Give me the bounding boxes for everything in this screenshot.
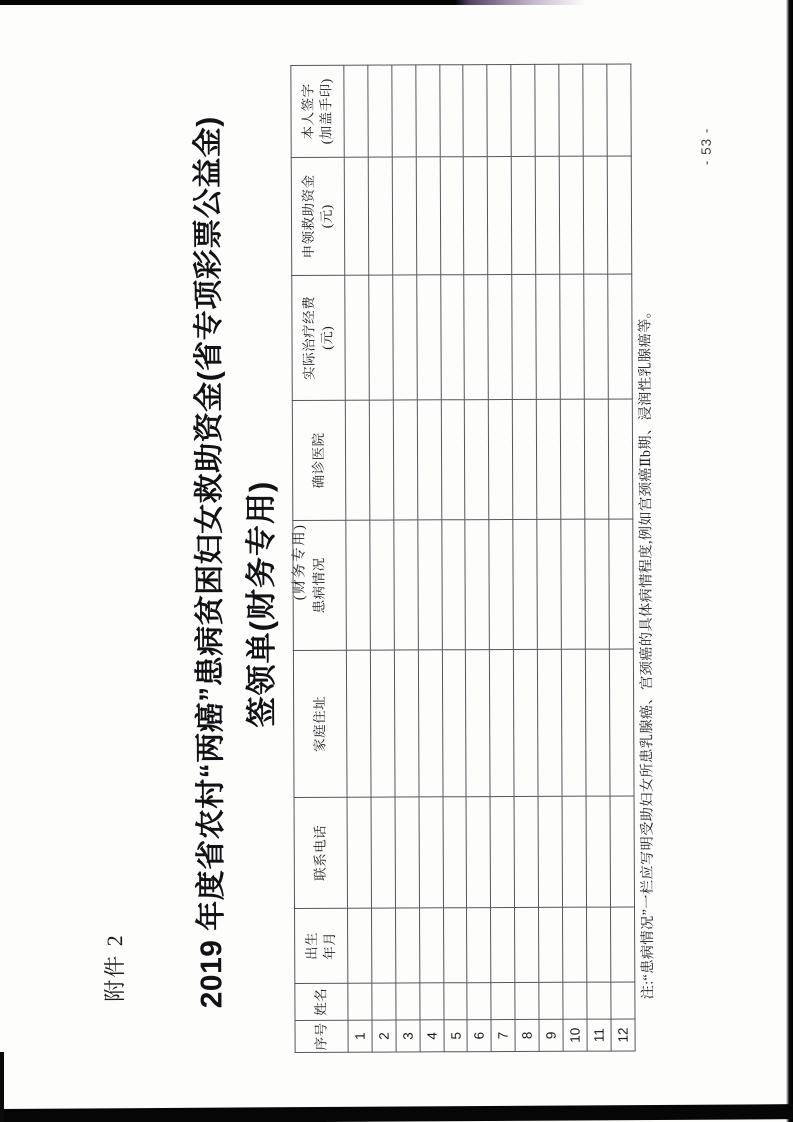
- empty-form-cell: [558, 64, 582, 156]
- empty-form-cell: [562, 982, 586, 1019]
- empty-form-cell: [443, 982, 467, 1019]
- empty-form-cell: [512, 399, 536, 519]
- empty-form-cell: [586, 982, 610, 1019]
- empty-form-cell: [369, 520, 393, 650]
- empty-form-cell: [534, 64, 558, 156]
- table-row: [582, 64, 610, 1051]
- empty-form-cell: [443, 907, 467, 982]
- table-row: [415, 64, 443, 1051]
- row-number-cell: 4: [419, 1019, 443, 1051]
- header-cell-line: (加盖手印): [317, 77, 334, 144]
- empty-form-cell: [514, 907, 538, 982]
- empty-form-cell: [538, 982, 562, 1019]
- table-row: [463, 64, 491, 1051]
- empty-form-cell: [394, 649, 419, 796]
- empty-form-cell: [465, 519, 489, 649]
- empty-form-cell: [487, 156, 511, 274]
- header-cell-line: 年月: [321, 931, 337, 960]
- row-number-cell: 8: [515, 1019, 539, 1051]
- table-row: [534, 64, 562, 1051]
- row-number-cell: 7: [491, 1019, 515, 1051]
- header-cell-line: 本人签字: [299, 82, 315, 139]
- empty-form-cell: [610, 906, 634, 981]
- empty-form-cell: [442, 796, 466, 907]
- row-number-cell: 3: [395, 1019, 419, 1051]
- empty-form-cell: [395, 907, 419, 982]
- empty-form-cell: [489, 649, 514, 796]
- empty-form-cell: [467, 982, 491, 1019]
- empty-form-cell: [562, 796, 586, 907]
- empty-form-cell: [488, 399, 512, 519]
- empty-form-cell: [585, 796, 609, 907]
- empty-form-cell: [463, 64, 487, 156]
- empty-form-cell: [344, 157, 368, 275]
- header-cell-line: 实际治疗经费: [300, 295, 316, 380]
- header-cell: [291, 275, 345, 400]
- header-cell-line: (元): [318, 325, 335, 350]
- empty-form-cell: [491, 982, 515, 1019]
- table-row: [367, 65, 395, 1052]
- empty-form-cell: [538, 796, 562, 907]
- header-cell-line: 序号: [312, 1021, 329, 1050]
- header-cell-line: 患病情况: [310, 556, 327, 613]
- empty-form-cell: [513, 649, 538, 796]
- row-number-cell: 12: [610, 1018, 634, 1050]
- scan-edge-right: [786, 0, 793, 1122]
- empty-form-cell: [347, 797, 371, 908]
- document-title-line-2: 签领单(财务专用): [242, 480, 279, 727]
- empty-form-cell: [347, 908, 371, 983]
- empty-form-cell: [610, 981, 634, 1018]
- empty-form-cell: [346, 650, 371, 797]
- empty-form-cell: [583, 156, 607, 274]
- attachment-label: 附件 2: [101, 932, 127, 1002]
- empty-form-cell: [370, 797, 394, 908]
- empty-form-cell: [370, 650, 395, 797]
- empty-form-cell: [344, 275, 368, 400]
- header-cell: [291, 157, 345, 275]
- empty-form-cell: [536, 519, 560, 649]
- empty-form-cell: [536, 399, 560, 519]
- empty-form-cell: [607, 155, 631, 273]
- header-cell: [295, 1020, 348, 1052]
- empty-form-cell: [490, 907, 514, 982]
- empty-form-cell: [371, 908, 395, 983]
- row-number-cell: 10: [563, 1019, 587, 1051]
- empty-form-cell: [582, 64, 606, 156]
- empty-form-cell: [609, 648, 634, 795]
- empty-form-cell: [393, 519, 417, 649]
- empty-form-cell: [562, 907, 586, 982]
- empty-form-cell: [511, 156, 535, 274]
- empty-form-cell: [417, 519, 441, 649]
- empty-form-cell: [416, 274, 440, 399]
- empty-form-cell: [463, 156, 487, 274]
- header-cell-line: 家庭住址: [311, 695, 327, 752]
- empty-form-cell: [464, 274, 488, 399]
- header-cell-line: 姓名: [312, 987, 328, 1016]
- empty-form-cell: [514, 796, 538, 907]
- empty-form-cell: [418, 796, 442, 907]
- empty-form-cell: [345, 400, 369, 520]
- empty-form-cell: [343, 65, 367, 157]
- empty-form-cell: [583, 274, 607, 399]
- empty-form-cell: [419, 982, 443, 1019]
- table-row: [487, 64, 515, 1051]
- empty-form-cell: [347, 983, 371, 1020]
- header-cell: [294, 797, 347, 908]
- empty-form-cell: [464, 399, 488, 519]
- empty-form-cell: [394, 796, 418, 907]
- row-number-cell: 11: [586, 1019, 610, 1051]
- empty-form-cell: [439, 64, 463, 156]
- empty-form-cell: [489, 519, 513, 649]
- empty-form-cell: [608, 518, 632, 648]
- table-header-row: [290, 65, 347, 1052]
- empty-form-cell: [560, 519, 584, 649]
- empty-form-cell: [537, 649, 562, 796]
- empty-form-cell: [371, 983, 395, 1020]
- table-row: [511, 64, 539, 1051]
- header-cell-line: 联系电话: [312, 824, 328, 881]
- empty-form-cell: [441, 649, 466, 796]
- empty-form-cell: [440, 274, 464, 399]
- empty-form-cell: [440, 399, 464, 519]
- empty-form-cell: [392, 274, 416, 399]
- empty-form-cell: [465, 649, 490, 796]
- table-row: [439, 64, 467, 1051]
- empty-form-cell: [513, 519, 537, 649]
- empty-form-cell: [609, 795, 633, 906]
- empty-form-cell: [466, 796, 490, 907]
- empty-form-cell: [439, 156, 463, 274]
- empty-form-cell: [368, 157, 392, 275]
- sign-roster-table: [290, 63, 635, 1052]
- header-cell: [290, 65, 343, 157]
- empty-form-cell: [466, 907, 490, 982]
- row-number-cell: 1: [348, 1020, 372, 1052]
- empty-form-cell: [345, 520, 369, 650]
- empty-form-cell: [535, 156, 559, 274]
- header-cell-line: 申领救助资金: [300, 173, 316, 258]
- empty-form-cell: [585, 649, 610, 796]
- header-cell: [293, 650, 347, 797]
- header-cell-line: 出生: [303, 931, 319, 960]
- empty-form-cell: [511, 64, 535, 156]
- empty-form-cell: [487, 64, 511, 156]
- empty-form-cell: [559, 274, 583, 399]
- empty-form-cell: [441, 519, 465, 649]
- header-cell-line: (元): [318, 203, 334, 228]
- empty-form-cell: [415, 64, 439, 156]
- empty-form-cell: [369, 400, 393, 520]
- empty-form-cell: [393, 399, 417, 519]
- row-number-cell: 9: [539, 1019, 563, 1051]
- row-number-cell: 6: [467, 1019, 491, 1051]
- empty-form-cell: [392, 156, 416, 274]
- empty-form-cell: [538, 907, 562, 982]
- empty-form-cell: [395, 982, 419, 1019]
- scan-edge-left: [0, 1052, 4, 1122]
- empty-form-cell: [418, 649, 443, 796]
- header-cell: [294, 983, 347, 1020]
- empty-form-cell: [561, 649, 586, 796]
- empty-form-cell: [391, 64, 415, 156]
- document-title-line-1: 2019 年度省农村“两癌”患病贫困妇女救助资金(省专项彩票公益金): [191, 115, 228, 1008]
- row-number-cell: 5: [443, 1019, 467, 1051]
- table-row: [343, 65, 371, 1052]
- empty-form-cell: [416, 399, 440, 519]
- footnote: 注:“患病情况”一栏应写明受助妇女所患乳腺癌、宫颈癌的具体病情程度,例如宫颈癌Ⅱb期、浸润性乳腺癌等。: [636, 303, 656, 999]
- empty-form-cell: [511, 274, 535, 399]
- row-number-cell: 2: [371, 1020, 395, 1052]
- empty-form-cell: [607, 273, 631, 398]
- empty-form-cell: [367, 65, 391, 157]
- empty-form-cell: [488, 274, 512, 399]
- empty-form-cell: [584, 399, 608, 519]
- scan-edge-top: [0, 0, 585, 5]
- empty-form-cell: [415, 156, 439, 274]
- empty-form-cell: [584, 519, 608, 649]
- empty-form-cell: [490, 796, 514, 907]
- empty-form-cell: [419, 907, 443, 982]
- empty-form-cell: [608, 398, 632, 518]
- table-row: [558, 64, 586, 1051]
- empty-form-cell: [606, 63, 630, 155]
- table-row: [391, 64, 419, 1051]
- empty-form-cell: [535, 274, 559, 399]
- header-cell-line: 确诊医院: [310, 431, 326, 488]
- header-cell: [292, 520, 346, 650]
- page-number: - 53 -: [698, 127, 714, 165]
- empty-form-cell: [560, 399, 584, 519]
- header-cell: [292, 400, 346, 520]
- empty-form-cell: [559, 156, 583, 274]
- empty-form-cell: [586, 907, 610, 982]
- empty-form-cell: [515, 982, 539, 1019]
- table-row: [606, 63, 634, 1050]
- document-subtitle: (财务专用): [290, 523, 308, 600]
- empty-form-cell: [368, 275, 392, 400]
- header-cell: [294, 908, 347, 983]
